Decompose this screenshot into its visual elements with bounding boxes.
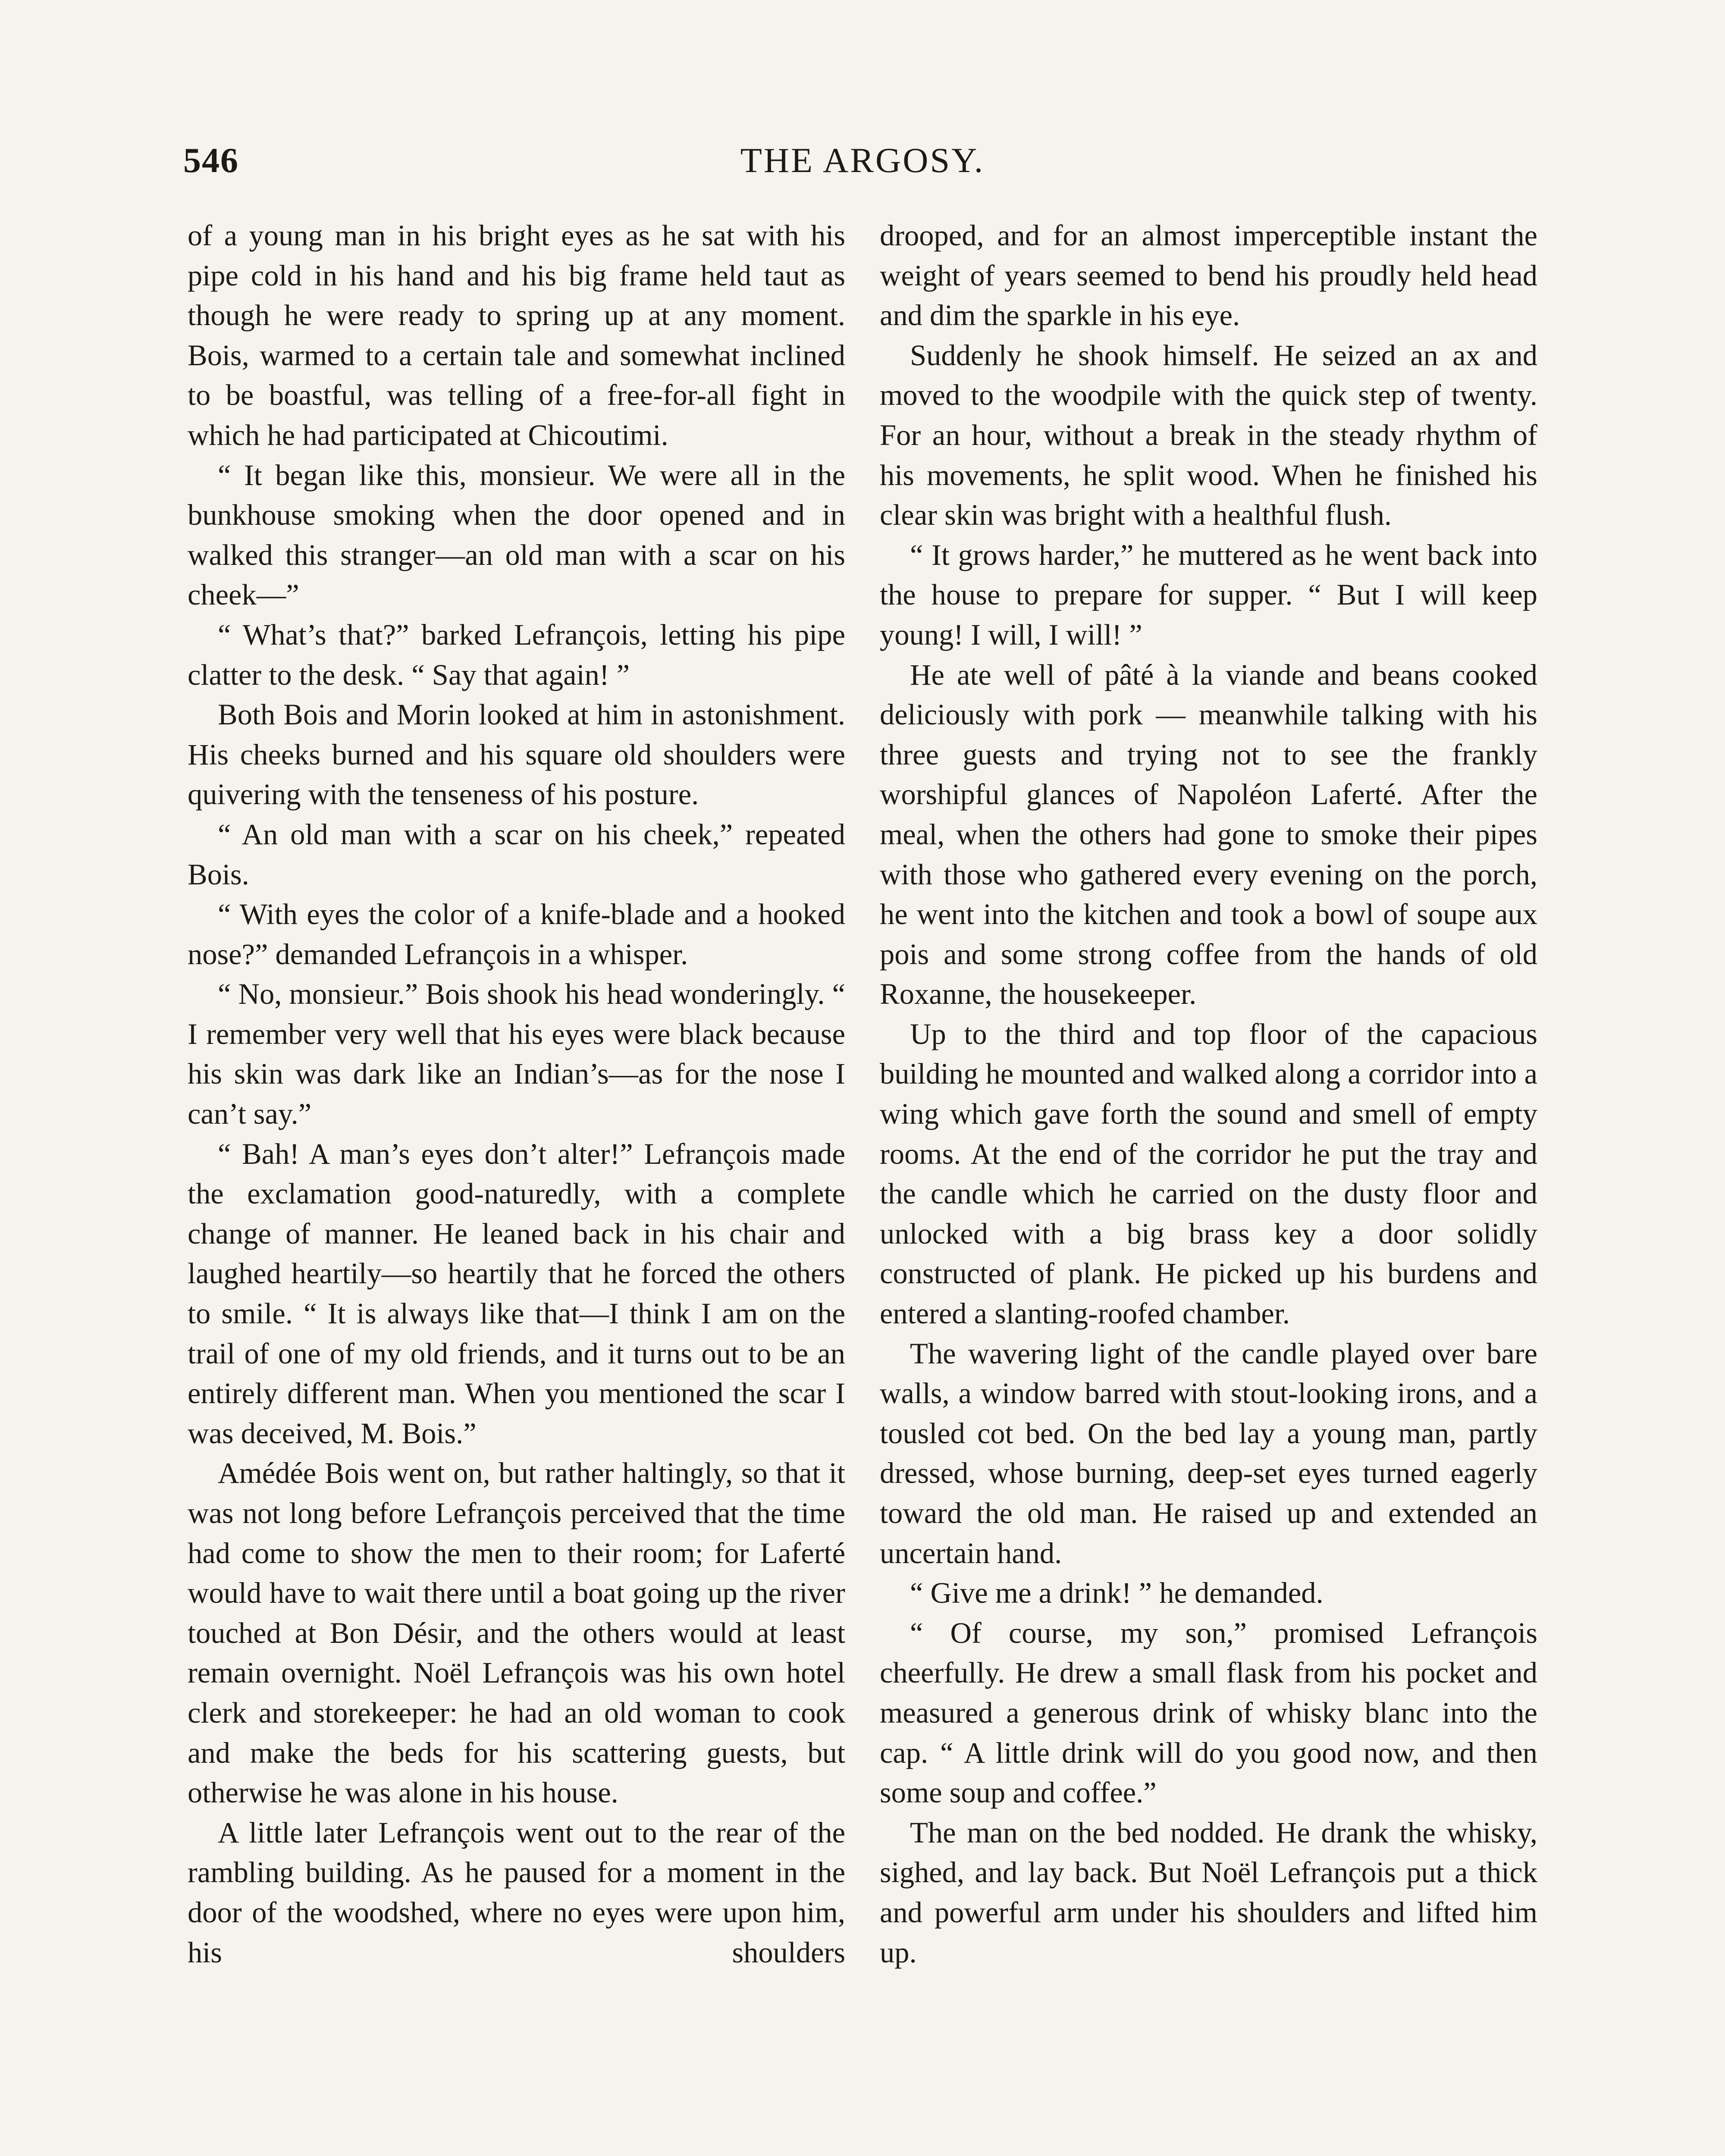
page-number: 546 [183, 141, 239, 180]
paragraph: drooped, and for an almost imperceptible instant the weight of years seemed to bend his proudly held head and dim the sparkle in his eye. [880, 219, 1537, 332]
paragraph: “ It grows harder,” he muttered as he went back into the house to prepare for supper. “ But I will keep young! I will, I will! ” [880, 538, 1537, 651]
paragraph: “ An old man with a scar on his cheek,” repeated Bois. [188, 818, 845, 891]
paragraph: “ Of course, my son,” promised Lefrançois cheerfully. He drew a small flask from his pocket and measured a generous drink of whisky blanc into the cap. “ A little drink will do you good now, and then some soup and coffee.” [880, 1616, 1537, 1809]
paragraph: The wavering light of the candle played over bare walls, a window barred with stout-looking irons, and a tousled cot bed. On the bed lay a young man, partly dressed, whose burning, deep-set eyes turned eagerly toward the old man. He raised up and extended an uncertain hand. [880, 1337, 1537, 1570]
paragraph: Both Bois and Morin looked at him in astonishment. His cheeks burned and his square old shoulders were quivering with the tenseness of his posture. [188, 698, 845, 811]
paragraph: Up to the third and top floor of the capacious building he mounted and walked along a corridor into a wing which gave forth the sound and smell of empty rooms. At the end of the corridor he put the tray and the candle which he carried on the dusty floor and unlocked with a big brass key a door solidly constructed of plank. He picked up his burdens and entered a slanting-roofed chamber. [880, 1017, 1537, 1330]
paragraph: “ What’s that?” barked Lefrançois, letting his pipe clatter to the desk. “ Say that again! ” [188, 618, 845, 691]
paragraph: “ It began like this, monsieur. We were all in the bunkhouse smoking when the door opened and in walked this stranger—an old man with a scar on his cheek—” [188, 458, 845, 611]
right-column [880, 216, 1537, 1972]
paragraph: A little later Lefrançois went out to the rear of the rambling building. As he paused for a moment in the door of the woodshed, where no eyes were upon him, his shoulders [188, 1816, 845, 1969]
paragraph: He ate well of pâté à la viande and beans cooked deliciously with pork — meanwhile talking with his three guests and trying not to see the frankly worshipful glances of Napoléon Laferté. After the meal, when the others had gone to smoke their pipes with those who gathered every evening on the porch, he went into the kitchen and took a bowl of soupe aux pois and some strong coffee from the hands of old Roxanne, the housekeeper. [880, 658, 1537, 1011]
paragraph: “ No, monsieur.” Bois shook his head wonderingly. “ I remember very well that his eyes were black because his skin was dark like an Indian’s—as for the nose I can’t say.” [188, 978, 845, 1131]
left-column [188, 216, 845, 1972]
running-head: THE ARGOSY. [740, 141, 985, 180]
paragraph: “ With eyes the color of a knife-blade and a hooked nose?” demanded Lefrançois in a whisper. [188, 898, 845, 971]
paragraph: of a young man in his bright eyes as he sat with his pipe cold in his hand and his big frame held taut as though he were ready to spring up at any moment. Bois, warmed to a certain tale and somewhat inclined to be boastful, was telling of a free-for-all fight in which he had participated at Chicoutimi. [188, 219, 845, 451]
paragraph: Amédée Bois went on, but rather haltingly, so that it was not long before Lefrançois perceived that the time had come to show the men to their room; for Laferté would have to wait there until a boat going up the river touched at Bon Désir, and the others would at least remain overnight. Noël Lefrançois was his own hotel clerk and storekeeper: he had an old woman to cook and make the beds for his scattering guests, but otherwise he was alone in his house. [188, 1457, 845, 1809]
paragraph: “ Give me a drink! ” he demanded. [910, 1576, 1324, 1610]
paragraph: Suddenly he shook himself. He seized an ax and moved to the woodpile with the quick step of twenty. For an hour, without a break in the steady rhythm of his movements, he split wood. When he finished his clear skin was bright with a healthful flush. [880, 338, 1537, 532]
paragraph: “ Bah! A man’s eyes don’t alter!” Lefrançois made the exclamation good-naturedly, with a complete change of manner. He leaned back in his chair and laughed heartily—so heartily that he forced the others to smile. “ It is always like that—I think I am on the trail of one of my old friends, and it turns out to be an entirely different man. When you mentioned the scar I was deceived, M. Bois.” [188, 1137, 845, 1450]
paragraph: The man on the bed nodded. He drank the whisky, sighed, and lay back. But Noël Lefrançois put a thick and powerful arm under his shoulders and lifted him up. [880, 1816, 1537, 1969]
